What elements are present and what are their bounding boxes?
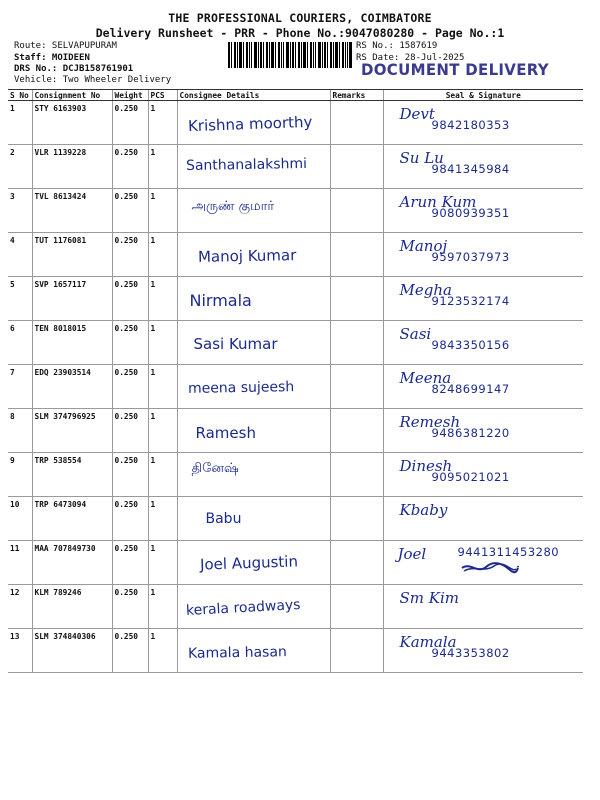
signature-name: Remesh — [399, 413, 461, 431]
rs-number: RS No.: 1587619 — [356, 41, 438, 51]
consignee-cell — [177, 409, 330, 453]
signature-name: Meena — [399, 369, 452, 387]
signature-phone: 9843350156 — [431, 338, 510, 352]
remarks-cell — [330, 365, 383, 409]
signature-phone: 8248699147 — [431, 382, 510, 396]
route-text: Route: SELVAPUPURAM — [14, 41, 117, 51]
table-row — [8, 409, 583, 453]
consignee-cell — [177, 365, 330, 409]
sno-cell: 8 — [8, 409, 32, 453]
signature-phone: 9443353802 — [431, 646, 510, 660]
signature-phone: 9095021021 — [431, 470, 510, 484]
signature-name: Arun Kum — [399, 193, 477, 211]
col-header-weight: Weight — [112, 90, 148, 101]
remarks-cell — [330, 277, 383, 321]
pcs-cell: 1 — [148, 189, 177, 233]
consignee-cell — [177, 585, 330, 629]
table-row — [8, 497, 583, 541]
signature-name: Kbaby — [399, 501, 448, 519]
table-row — [8, 145, 583, 189]
signature-phone: 9597037973 — [431, 250, 510, 264]
pcs-cell: 1 — [148, 453, 177, 497]
weight-cell: 0.250 — [112, 101, 148, 145]
remarks-cell — [330, 453, 383, 497]
weight-cell: 0.250 — [112, 585, 148, 629]
consignee-handwriting: Krishna moorthy — [187, 112, 313, 136]
signature-phone: 9441311453280 — [457, 545, 560, 559]
consignment-cell: EDQ 23903514 — [32, 365, 112, 409]
remarks-cell — [330, 629, 383, 673]
pcs-cell: 1 — [148, 629, 177, 673]
table-row — [8, 541, 583, 585]
barcode-image — [228, 42, 352, 68]
consignee-cell — [177, 145, 330, 189]
pcs-cell: 1 — [148, 497, 177, 541]
consignee-cell — [177, 189, 330, 233]
consignee-cell — [177, 277, 330, 321]
remarks-cell — [330, 145, 383, 189]
drs-number: DRS No.: DCJB158761901 — [14, 64, 134, 74]
sno-cell: 3 — [8, 189, 32, 233]
consignment-cell: VLR 1139228 — [32, 145, 112, 189]
signature-name: Joel — [397, 545, 427, 563]
consignment-cell: STY 6163903 — [32, 101, 112, 145]
consignee-cell — [177, 233, 330, 277]
signature-name: Kamala — [399, 633, 457, 651]
pcs-cell: 1 — [148, 145, 177, 189]
sno-cell: 2 — [8, 145, 32, 189]
col-header-sno: S No — [8, 90, 32, 101]
signature-cell — [383, 629, 583, 673]
signature-phone: 9486381220 — [431, 426, 510, 440]
signature-cell — [383, 189, 583, 233]
remarks-cell — [330, 409, 383, 453]
remarks-cell — [330, 101, 383, 145]
signature-name: Dinesh — [399, 457, 453, 475]
consignee-cell — [177, 629, 330, 673]
staff-text: Staff: MOIDEEN — [14, 52, 90, 63]
signature-name: Megha — [399, 281, 452, 299]
signature-cell — [383, 585, 583, 629]
signature-cell — [383, 321, 583, 365]
pcs-cell: 1 — [148, 409, 177, 453]
col-header-consignee: Consignee Details — [177, 90, 330, 101]
weight-cell: 0.250 — [112, 233, 148, 277]
consignee-handwriting: Babu — [205, 511, 242, 527]
table-row — [8, 365, 583, 409]
consignee-handwriting: தினேஷ் — [191, 461, 239, 476]
signature-cell — [383, 365, 583, 409]
consignee-cell — [177, 541, 330, 585]
consignee-handwriting: kerala roadways — [185, 597, 301, 619]
col-header-pcs: PCS — [148, 90, 177, 101]
remarks-cell — [330, 321, 383, 365]
sno-cell: 9 — [8, 453, 32, 497]
table-row — [8, 101, 583, 145]
signature-phone: 9123532174 — [431, 294, 510, 308]
vehicle-text: Vehicle: Two Wheeler Delivery — [14, 75, 172, 85]
pcs-cell: 1 — [148, 233, 177, 277]
weight-cell: 0.250 — [112, 321, 148, 365]
weight-cell: 0.250 — [112, 497, 148, 541]
consignee-cell — [177, 453, 330, 497]
weight-cell: 0.250 — [112, 277, 148, 321]
consignment-cell: SVP 1657117 — [32, 277, 112, 321]
signature-name: Su Lu — [399, 149, 444, 167]
consignment-cell: TRP 6473094 — [32, 497, 112, 541]
consignee-handwriting: Nirmala — [189, 291, 252, 310]
table-row — [8, 629, 583, 673]
remarks-cell — [330, 585, 383, 629]
consignee-handwriting: meena sujeesh — [187, 379, 294, 397]
sno-cell: 11 — [8, 541, 32, 585]
weight-cell: 0.250 — [112, 541, 148, 585]
signature-phone: 9841345984 — [431, 162, 510, 176]
consignment-cell: SLM 374840306 — [32, 629, 112, 673]
table-row — [8, 233, 583, 277]
consignment-cell: TUT 1176081 — [32, 233, 112, 277]
remarks-cell — [330, 189, 383, 233]
pcs-cell: 1 — [148, 541, 177, 585]
remarks-cell — [330, 541, 383, 585]
signature-cell — [383, 277, 583, 321]
signature-cell — [383, 101, 583, 145]
consignment-cell: TEN 8018015 — [32, 321, 112, 365]
signature-phone: 9080939351 — [431, 206, 510, 220]
signature-cell — [383, 233, 583, 277]
sno-cell: 5 — [8, 277, 32, 321]
remarks-cell — [330, 497, 383, 541]
col-header-remarks: Remarks — [330, 90, 383, 101]
document-delivery-stamp: DOCUMENT DELIVERY — [361, 60, 549, 80]
consignee-handwriting: Sasi Kumar — [193, 335, 278, 353]
consignee-handwriting: Santhanalakshmi — [185, 155, 307, 175]
table-row — [8, 585, 583, 629]
sno-cell: 10 — [8, 497, 32, 541]
consignment-cell: MAA 707849730 — [32, 541, 112, 585]
consignee-handwriting: Manoj Kumar — [197, 246, 296, 266]
signature-name: Sasi — [399, 325, 432, 343]
consignee-handwriting: Ramesh — [195, 424, 256, 442]
signature-name: Devt — [399, 105, 435, 123]
signature-name: Manoj — [399, 237, 448, 255]
runsheet-table — [8, 89, 583, 673]
sno-cell: 1 — [8, 101, 32, 145]
pcs-cell: 1 — [148, 277, 177, 321]
consignee-handwriting: Joel Augustin — [199, 552, 298, 574]
sno-cell: 7 — [8, 365, 32, 409]
runsheet-subtitle: Delivery Runsheet - PRR - Phone No.:9047080280 - Page No.:1 — [95, 26, 505, 40]
table-row — [8, 189, 583, 233]
weight-cell: 0.250 — [112, 453, 148, 497]
consignee-handwriting: அருண் குமார் — [191, 199, 275, 214]
remarks-cell — [330, 233, 383, 277]
consignment-cell: KLM 789246 — [32, 585, 112, 629]
consignment-cell: TVL 8613424 — [32, 189, 112, 233]
rs-date: RS Date: 28-Jul-2025 — [356, 52, 465, 63]
signature-cell — [383, 145, 583, 189]
weight-cell: 0.250 — [112, 365, 148, 409]
consignment-cell: SLM 374796925 — [32, 409, 112, 453]
col-header-consignment: Consignment No — [32, 90, 112, 101]
consignee-handwriting: Kamala hasan — [187, 644, 287, 662]
table-row — [8, 321, 583, 365]
table-row — [8, 277, 583, 321]
signature-cell — [383, 453, 583, 497]
col-header-signature: Seal & Signature — [383, 90, 583, 101]
sno-cell: 6 — [8, 321, 32, 365]
signature-cell — [383, 497, 583, 541]
weight-cell: 0.250 — [112, 409, 148, 453]
sno-cell: 13 — [8, 629, 32, 673]
company-title: THE PROFESSIONAL COURIERS, COIMBATORE — [168, 11, 432, 25]
sno-cell: 12 — [8, 585, 32, 629]
signature-cell — [383, 409, 583, 453]
table-header-row — [8, 90, 583, 101]
signature-phone: 9842180353 — [431, 118, 510, 132]
consignment-cell: TRP 538554 — [32, 453, 112, 497]
consignee-cell — [177, 101, 330, 145]
consignee-cell — [177, 321, 330, 365]
pcs-cell: 1 — [148, 585, 177, 629]
signature-cell — [383, 541, 583, 585]
sno-cell: 4 — [8, 233, 32, 277]
table-row — [8, 453, 583, 497]
runsheet-meta-left — [14, 41, 133, 76]
weight-cell: 0.250 — [112, 145, 148, 189]
pcs-cell: 1 — [148, 101, 177, 145]
pcs-cell: 1 — [148, 321, 177, 365]
weight-cell: 0.250 — [112, 189, 148, 233]
weight-cell: 0.250 — [112, 629, 148, 673]
consignee-cell — [177, 497, 330, 541]
strikeout-scribble — [460, 561, 520, 575]
signature-name: Sm Kim — [399, 589, 459, 607]
pcs-cell: 1 — [148, 365, 177, 409]
